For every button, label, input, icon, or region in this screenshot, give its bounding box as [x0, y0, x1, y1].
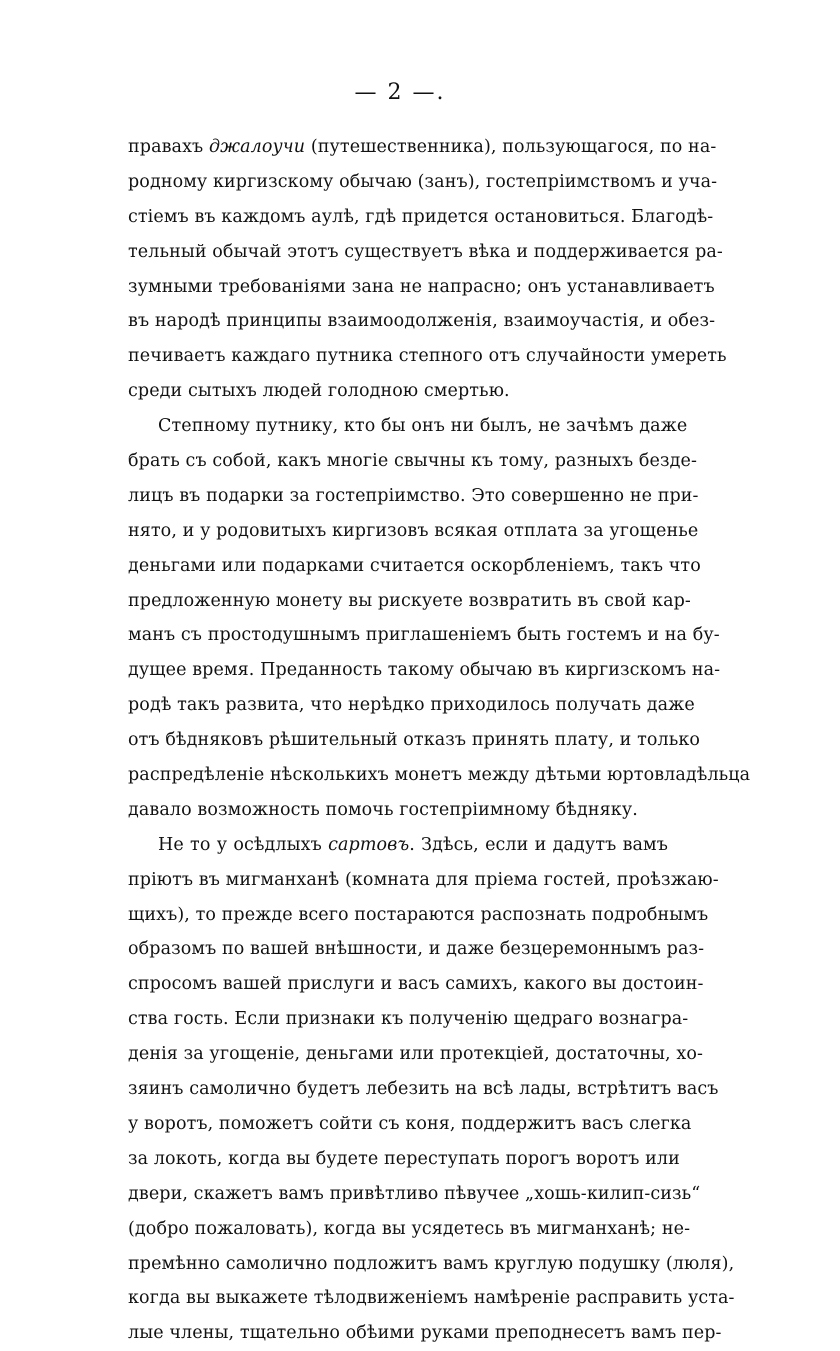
text-line: манъ съ простодушнымъ приглашеніемъ быть гостемъ и на бу-	[128, 625, 720, 646]
text-line: Степному путнику, кто бы онъ ни былъ, не зачѣмъ даже	[158, 416, 688, 437]
body-text	[128, 130, 751, 1351]
text-line: у воротъ, поможетъ сойти съ коня, поддержитъ васъ слегка	[128, 1113, 692, 1134]
text-line: зумными требованіями зана не напрасно; онъ устанавливаетъ	[128, 276, 715, 297]
text-line: тельный обычай этотъ существуетъ вѣка и поддерживается ра-	[128, 241, 723, 262]
text-line: денія за угощеніе, деньгами или протекціей, достаточны, хо-	[128, 1044, 703, 1065]
text-line: лицъ въ подарки за гостепріимство. Это совершенно не при-	[128, 485, 699, 506]
paragraph	[128, 409, 751, 828]
text-line: правахъ джалоучи (путешественника), пользующагося, по на-	[128, 137, 717, 157]
text-line: родѣ такъ развита, что нерѣдко приходилось получать даже	[128, 695, 695, 716]
text-line: щихъ), то прежде всего постараются распознать подробнымъ	[128, 904, 709, 925]
text-line: когда вы выкажете тѣлодвиженіемъ намѣреніе расправить уста-	[128, 1288, 735, 1309]
paragraph	[128, 130, 727, 409]
paragraph	[128, 828, 735, 1351]
text-line: двери, скажетъ вамъ привѣтливо пѣвучее „хошь-килип-сизь“	[128, 1183, 701, 1204]
text-line: лые члены, тщательно обѣими руками преподнесетъ вамъ пер-	[128, 1323, 722, 1344]
text-line: предложенную монету вы рискуете возвратить въ свой кар-	[128, 590, 691, 611]
text-line: распредѣленіе нѣсколькихъ монетъ между дѣтьми юртовладѣльца	[128, 765, 751, 786]
text-line: ства гость. Если признаки къ полученію щедраго вознагра-	[128, 1009, 689, 1030]
page-number: — 2 —.	[354, 80, 446, 105]
text-line: пріютъ въ мигманханѣ (комната для пріема гостей, проѣзжаю-	[128, 869, 719, 890]
text-line: зяинъ самолично будетъ лебезить на всѣ лады, встрѣтитъ васъ	[128, 1079, 719, 1100]
italic-term: джалоучи	[208, 137, 306, 157]
text-line: родному киргизскому обычаю (занъ), гостепріимствомъ и уча-	[128, 171, 718, 192]
text-line: среди сытыхъ людей голодною смертью.	[128, 381, 510, 402]
text-line: спросомъ вашей прислуги и васъ самихъ, какого вы достоин-	[128, 974, 704, 995]
text-line: давало возможность помочь гостепріимному бѣдняку.	[128, 799, 638, 820]
text-line: премѣнно самолично подложитъ вамъ круглую подушку (люля),	[128, 1253, 735, 1274]
text-line: деньгами или подарками считается оскорбленіемъ, такъ что	[128, 555, 701, 576]
text-line: дущее время. Преданность такому обычаю въ киргизскомъ на-	[128, 660, 721, 681]
text-line: въ народѣ принципы взаимоодолженія, взаимоучастія, и обез-	[128, 311, 716, 332]
text-line: нято, и у родовитыхъ киргизовъ всякая отплата за угощенье	[128, 520, 699, 541]
text-line: Не то у осѣдлыхъ сартовъ. Здѣсь, если и дадутъ вамъ	[158, 834, 669, 855]
text-line: печиваетъ каждаго путника степного отъ случайности умереть	[128, 346, 727, 367]
text-line: брать съ собой, какъ многіе свычны къ тому, разныхъ безде-	[128, 451, 697, 472]
text-line: за локоть, когда вы будете переступать порогъ воротъ или	[128, 1148, 680, 1169]
text-line: отъ бѣдняковъ рѣшительный отказъ принять плату, и только	[128, 730, 701, 751]
text-line: образомъ по вашей внѣшности, и даже безцеремоннымъ раз-	[128, 939, 705, 960]
text-line: стіемъ въ каждомъ аулѣ, гдѣ придется остановиться. Благодѣ-	[128, 206, 714, 227]
italic-term: сартовъ	[328, 834, 410, 855]
text-line: (добро пожаловать), когда вы усядетесь въ мигманханѣ; не-	[128, 1218, 691, 1239]
